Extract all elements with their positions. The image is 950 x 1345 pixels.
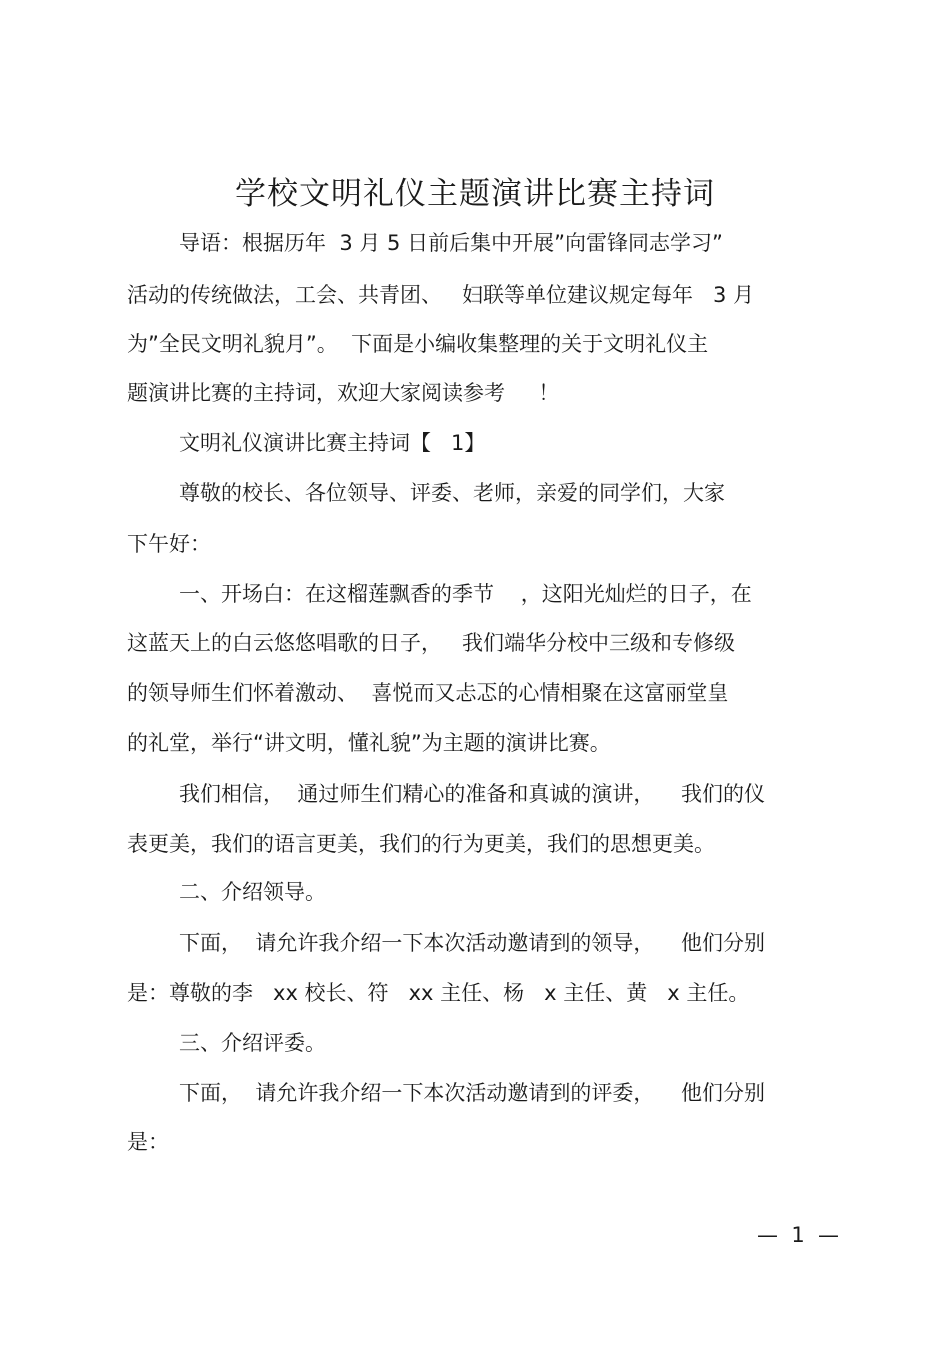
paragraph-line: 导语：根据历年 3 月 5 日前后集中开展”向雷锋同志学习”	[179, 231, 723, 255]
paragraph-line: 下面， 请允许我介绍一下本次活动邀请到的评委， 他们分别	[179, 1081, 766, 1105]
paragraph-line: 题演讲比赛的主持词，欢迎大家阅读参考 ！	[127, 381, 560, 405]
paragraph-line: 的领导师生们怀着激动、 喜悦而又忐忑的心情相聚在这富丽堂皇	[127, 681, 729, 705]
paragraph-line: 我们相信， 通过师生们精心的准备和真诚的演讲， 我们的仪	[179, 782, 766, 806]
paragraph-line: 为”全民文明礼貌月”。 下面是小编收集整理的关于文明礼仪主	[127, 332, 709, 356]
paragraph-line: 下午好：	[127, 532, 211, 556]
section-heading: 文明礼仪演讲比赛主持词【 1】	[179, 431, 486, 455]
paragraph-line: 是：尊敬的李 xx 校长、符 xx 主任、杨 x 主任、黄 x 主任。	[127, 981, 750, 1005]
paragraph-line: 一、开场白：在这榴莲飘香的季节 ，这阳光灿烂的日子，在	[179, 582, 752, 606]
paragraph-line: 下面， 请允许我介绍一下本次活动邀请到的领导， 他们分别	[179, 931, 766, 955]
section-heading: 三、介绍评委。	[179, 1031, 326, 1055]
section-heading: 二、介绍领导。	[179, 880, 326, 904]
paragraph-line: 尊敬的校长、各位领导、评委、老师，亲爱的同学们，大家	[179, 481, 725, 505]
paragraph-line: 是：	[127, 1130, 169, 1154]
page-number: — 1 —	[757, 1223, 840, 1247]
paragraph-line: 这蓝天上的白云悠悠唱歌的日子， 我们端华分校中三级和专修级	[127, 631, 736, 655]
document-title: 学校文明礼仪主题演讲比赛主持词	[235, 176, 715, 212]
paragraph-line: 活动的传统做法，工会、共青团、 妇联等单位建议规定每年 3 月	[127, 283, 755, 307]
paragraph-line: 表更美，我们的语言更美，我们的行为更美，我们的思想更美。	[127, 832, 715, 856]
paragraph-line: 的礼堂，举行“讲文明，懂礼貌”为主题的演讲比赛。	[127, 731, 611, 755]
